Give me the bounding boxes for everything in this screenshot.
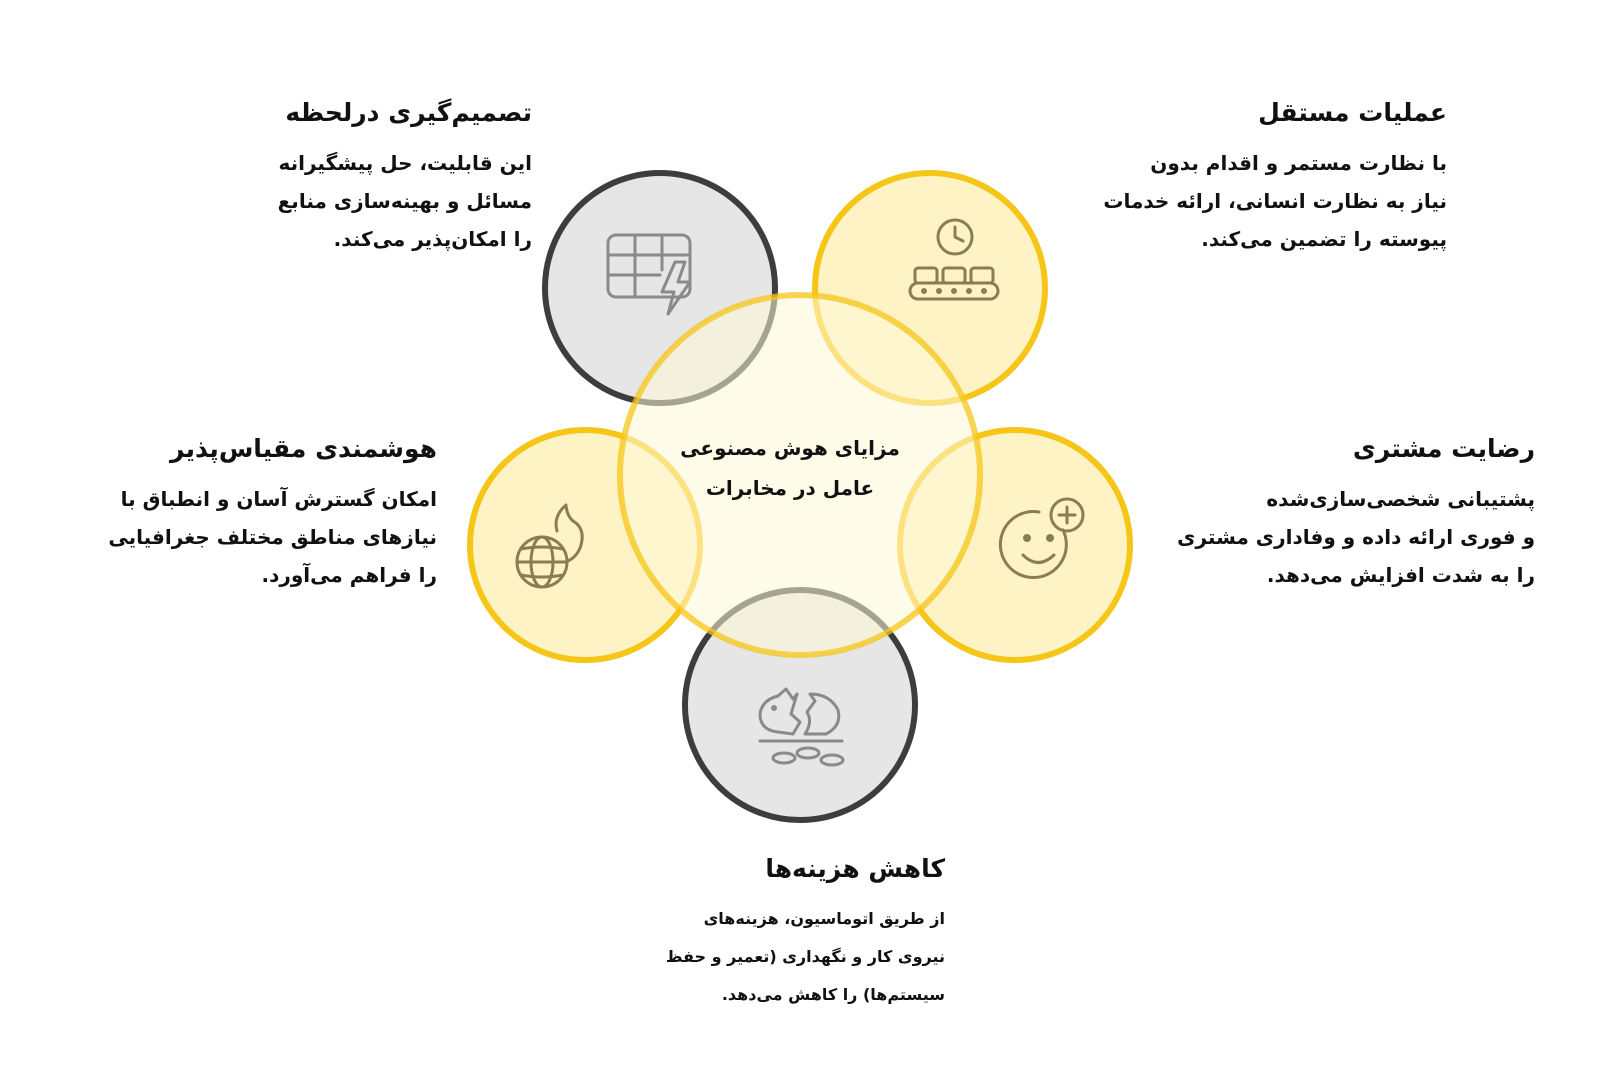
- satisfaction-line-2: و فوری ارائه داده و وفاداری مشتری: [1177, 525, 1535, 549]
- decision-line-3: را امکان‌پذیر می‌کند.: [333, 227, 532, 251]
- cost-description: [625, 900, 945, 1014]
- decision-block: [172, 96, 532, 258]
- cost-line-2: نیروی کار و نگهداری (تعمیر و حفظ: [665, 947, 945, 966]
- satisfaction-line-1: پشتیبانی شخصی‌سازی‌شده: [1266, 487, 1535, 511]
- decision-line-2: مسائل و بهینه‌سازی منابع: [277, 189, 532, 213]
- decision-title: تصمیم‌گیری درلحظه: [285, 98, 532, 127]
- autonomous-title: عملیات مستقل: [1258, 98, 1447, 127]
- decision-line-1: این قابلیت، حل پیشگیرانه: [278, 151, 532, 175]
- center-title-line2: عامل در مخابرات: [705, 476, 875, 500]
- autonomous-line-2: نیاز به نظارت انسانی، ارائه خدمات: [1103, 189, 1447, 213]
- satisfaction-block: [1115, 432, 1535, 594]
- autonomous-line-1: با نظارت مستمر و اقدام بدون: [1150, 151, 1447, 175]
- center-title: [640, 428, 940, 508]
- autonomous-block: [1027, 96, 1447, 258]
- autonomous-description: [1027, 144, 1447, 258]
- scalable-line-2: نیازهای مناطق مختلف جغرافیایی: [108, 525, 437, 549]
- autonomous-line-3: پیوسته را تضمین می‌کند.: [1201, 227, 1447, 251]
- scalable-line-3: را فراهم می‌آورد.: [261, 563, 437, 587]
- center-title-line1: مزایای هوش مصنوعی: [680, 436, 900, 460]
- scalable-line-1: امکان گسترش آسان و انطباق با: [120, 487, 437, 511]
- scalable-block: [37, 432, 437, 594]
- cost-title: کاهش هزینه‌ها: [765, 854, 945, 883]
- cost-line-3: سیستم‌ها) را کاهش می‌دهد.: [721, 985, 945, 1004]
- scalable-description: [37, 480, 437, 594]
- cost-block: [625, 852, 945, 1014]
- scalable-title: هوشمندی مقیاس‌پذیر: [170, 434, 437, 463]
- decision-description: [172, 144, 532, 258]
- satisfaction-description: [1115, 480, 1535, 594]
- cost-line-1: از طریق اتوماسیون، هزینه‌های: [703, 909, 945, 928]
- satisfaction-line-3: را به شدت افزایش می‌دهد.: [1266, 563, 1535, 587]
- satisfaction-title: رضایت مشتری: [1352, 434, 1535, 463]
